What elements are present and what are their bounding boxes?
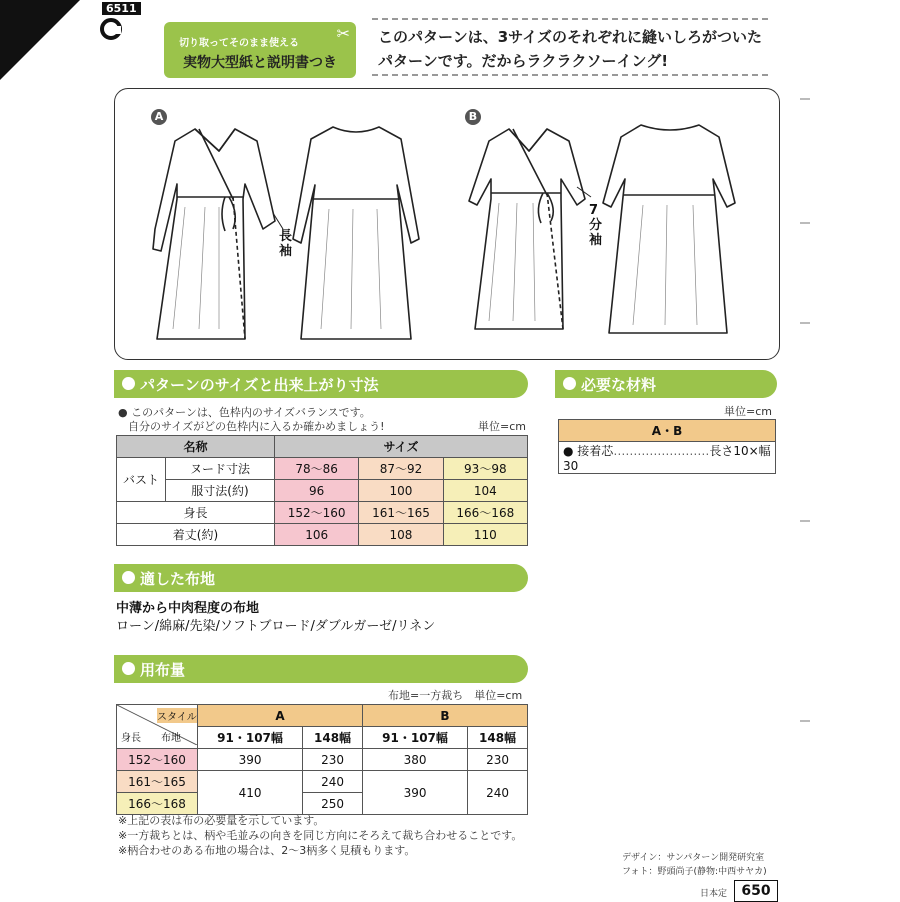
table-cell: 390 (362, 771, 467, 815)
width-header: 148幅 (468, 727, 528, 749)
usage-note-1: ※上記の表は布の必要量を示しています。 (118, 814, 325, 827)
table-cell: 410 (198, 771, 303, 815)
usage-section-bar (114, 655, 528, 683)
materials-row: ● 接着芯……………………長さ10×幅30 (559, 442, 776, 474)
table-cell: 106 (274, 524, 358, 546)
usage-section-title: 用布量 (140, 661, 186, 679)
dress-drawings (115, 89, 779, 359)
table-cell: 250 (303, 793, 363, 815)
brand-logo-icon (100, 18, 122, 40)
height-label: 身長 (117, 502, 275, 524)
materials-section-title: 必要な材料 (581, 376, 657, 394)
usage-note-3: ※柄合わせのある布地の場合は、2〜3柄多く見積もります。 (118, 844, 416, 857)
size-section-bar (114, 370, 528, 398)
intro-box (372, 18, 768, 76)
usage-table (116, 704, 528, 815)
table-cell: 110 (443, 524, 527, 546)
materials-unit: 単位=cm (724, 405, 772, 418)
table-cell: 108 (359, 524, 443, 546)
table-cell: 230 (468, 749, 528, 771)
width-header: 91・107幅 (362, 727, 467, 749)
usage-note-2: ※一方裁ちとは、柄や毛並みの向きを同じ方向にそろえて裁ち合わせることです。 (118, 829, 523, 842)
size-note-2: 自分のサイズがどの色枠内に入るか確かめましょう! (128, 420, 385, 433)
price-value: 650 (734, 880, 778, 902)
design-credit: デザイン：サンパターン開発研究室 (622, 853, 765, 863)
style-b-label: B (465, 109, 481, 125)
fabric-section-bar (114, 564, 528, 592)
margin-mark (800, 98, 810, 100)
scissors-icon: ✂ (336, 24, 350, 43)
style-b-header: B (362, 705, 527, 727)
table-cell: 390 (198, 749, 303, 771)
fabric-col-label: 布地 (161, 733, 181, 744)
table-cell: 104 (443, 480, 527, 502)
table-cell: 161〜165 (359, 502, 443, 524)
bust-label: バスト (117, 458, 166, 502)
garment-illustration (114, 88, 780, 360)
width-header: 148幅 (303, 727, 363, 749)
height-col-label: 身長 (121, 733, 141, 744)
table-cell: 87〜92 (359, 458, 443, 480)
height-cell: 166〜168 (117, 793, 198, 815)
table-cell: 100 (359, 480, 443, 502)
style-a-label: A (151, 109, 167, 125)
size-section-title: パターンのサイズと出来上がり寸法 (140, 376, 379, 394)
tag-subtitle: 切り取ってそのまま使える (179, 38, 299, 49)
style-a-header: A (198, 705, 363, 727)
width-header: 91・107幅 (198, 727, 303, 749)
table-cell: 96 (274, 480, 358, 502)
fabric-line-1: 中薄から中肉程度の布地 (116, 601, 260, 616)
height-cell: 161〜165 (117, 771, 198, 793)
margin-mark (800, 322, 810, 324)
materials-header: A・B (559, 420, 776, 442)
table-cell: 380 (362, 749, 467, 771)
pattern-number: 6511 (102, 2, 141, 15)
table-cell: 93〜98 (443, 458, 527, 480)
materials-section-bar (555, 370, 777, 398)
size-unit: 単位=cm (478, 420, 526, 433)
sleeve-a-label: 長袖 (279, 229, 293, 259)
garment-label: 服寸法(約) (166, 480, 275, 502)
size-header: サイズ (274, 436, 527, 458)
fabric-line-2: ローン/綿麻/先染/ソフトブロード/ダブルガーゼ/リネン (116, 619, 436, 634)
fabric-section-title: 適した布地 (140, 570, 216, 588)
table-cell: 240 (303, 771, 363, 793)
corner-triangle (0, 0, 80, 80)
name-header: 名称 (117, 436, 275, 458)
sleeve-b-label: 7分袖 (589, 203, 603, 248)
size-table (116, 435, 528, 546)
table-cell: 166〜168 (443, 502, 527, 524)
table-cell: 152〜160 (274, 502, 358, 524)
table-cell: 78〜86 (274, 458, 358, 480)
nude-label: ヌード寸法 (166, 458, 275, 480)
margin-mark (800, 520, 810, 522)
length-label: 着丈(約) (117, 524, 275, 546)
tag-title: 実物大型紙と説明書つき (183, 55, 337, 71)
style-label: スタイル (157, 708, 197, 723)
price-label: 日本定 (700, 889, 728, 899)
materials-table (558, 419, 776, 474)
intro-line-1: このパターンは、3サイズのそれぞれに縫いしろがついた (378, 28, 762, 46)
table-cell: 230 (303, 749, 363, 771)
feature-tag (164, 22, 356, 78)
height-cell: 152〜160 (117, 749, 198, 771)
size-note-1: ● このパターンは、色枠内のサイズバランスです。 (118, 406, 371, 419)
usage-corner-cell (117, 705, 198, 749)
margin-mark (800, 720, 810, 722)
photo-credit: フォト：野頭尚子(静物:中西サヤカ) (622, 867, 767, 877)
margin-mark (800, 222, 810, 224)
table-cell: 240 (468, 771, 528, 815)
intro-line-2: パターンです。だからラクラクソーイング! (378, 52, 669, 70)
usage-unit: 布地=一方裁ち 単位=cm (388, 689, 523, 702)
